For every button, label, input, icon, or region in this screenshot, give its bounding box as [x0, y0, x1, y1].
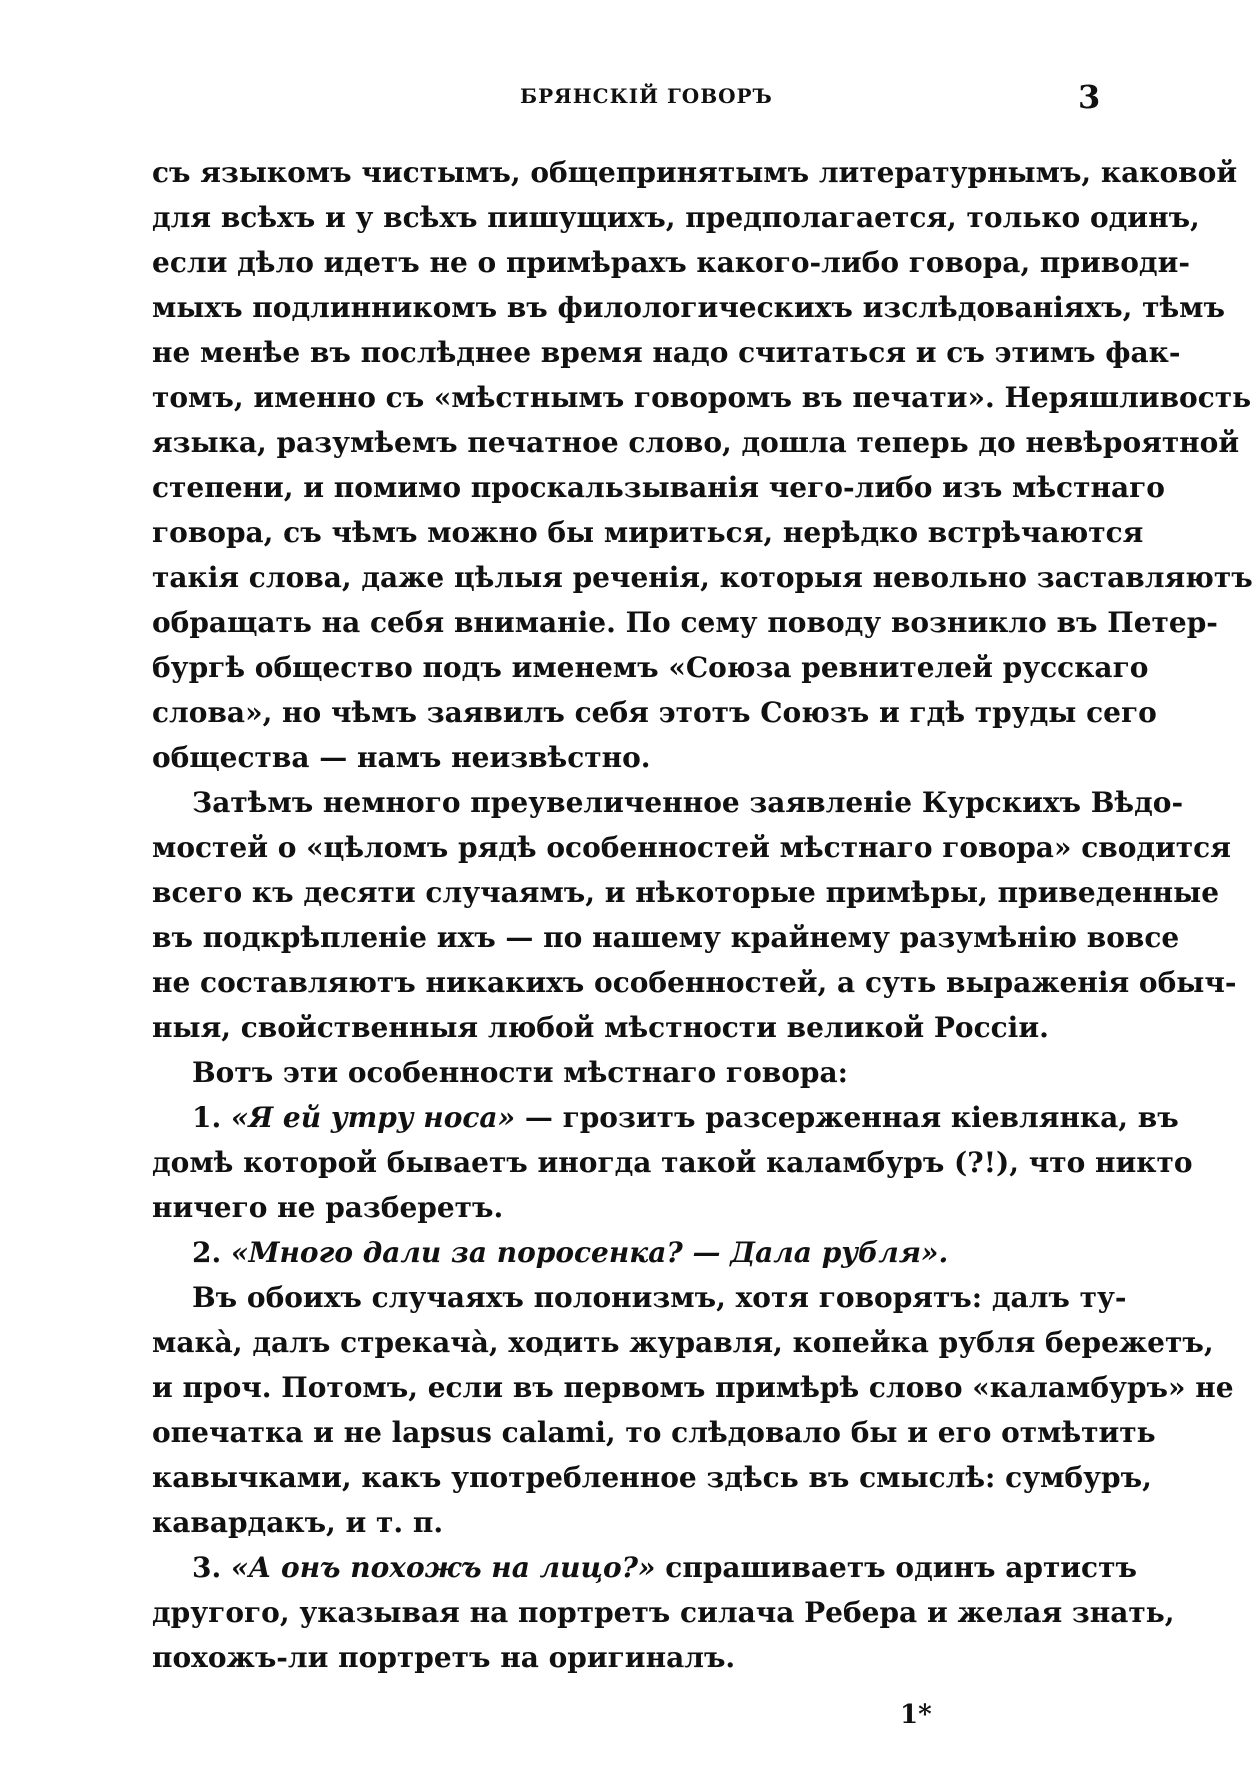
example-number: 3. [192, 1551, 231, 1584]
text-line: не менѣе въ послѣднее время надо считаться и съ этимъ фак- [152, 336, 1181, 369]
example-quote: «А онъ похожъ на лицо?» [230, 1551, 656, 1584]
body-text [152, 150, 1253, 1680]
text-line: всего къ десяти случаямъ, и нѣкоторые примѣры, приведенные [152, 876, 1220, 909]
text-line: такія слова, даже цѣлыя реченія, которыя невольно заставляютъ [152, 561, 1253, 594]
example-text: — грозитъ разсерженная кіевлянка, въ [515, 1101, 1179, 1134]
text-line: и проч. Потомъ, если въ первомъ примѣрѣ слово «каламбуръ» не [152, 1371, 1234, 1404]
text-line: обращать на себя вниманіе. По сему поводу возникло въ Петер- [152, 606, 1218, 639]
text-line: томъ, именно съ «мѣстнымъ говоромъ въ печати». Неряшливость [152, 381, 1252, 414]
example-quote: «Много дали за поросенка? — Дала рубля». [230, 1236, 949, 1269]
example-text: спрашиваетъ одинъ артистъ [655, 1551, 1137, 1584]
text-line: мостей о «цѣломъ рядѣ особенностей мѣстнаго говора» сводится [152, 831, 1231, 864]
example-number: 2. [192, 1236, 231, 1269]
signature-mark: 1* [900, 1700, 932, 1730]
text-line: бургѣ общество подъ именемъ «Союза ревнителей русскаго [152, 651, 1149, 684]
text-line: степени, и помимо проскальзыванія чего-либо изъ мѣстнаго [152, 471, 1165, 504]
text-line: кавардакъ, и т. п. [152, 1506, 444, 1539]
example-quote: «Я ей утру носа» [230, 1101, 516, 1134]
text-line: если дѣло идетъ не о примѣрахъ какого-либо говора, приводи- [152, 246, 1190, 279]
example-1-line [152, 1095, 1179, 1140]
text-line: Въ обоихъ случаяхъ полонизмъ, хотя говорятъ: далъ ту- [192, 1281, 1127, 1314]
text-line: Вотъ эти особенности мѣстнаго говора: [192, 1056, 848, 1089]
text-line: Затѣмъ немного преувеличенное заявленіе Курскихъ Вѣдо- [192, 786, 1184, 819]
text-line: въ подкрѣпленіе ихъ — по нашему крайнему разумѣнію вовсе [152, 921, 1180, 954]
running-head [0, 78, 1259, 118]
text-line: кавычками, какъ употребленное здѣсь въ смыслѣ: сумбуръ, [152, 1461, 1152, 1494]
text-line: домѣ которой бываетъ иногда такой каламбуръ (?!), что никто [152, 1146, 1193, 1179]
text-line: ныя, свойственныя любой мѣстности великой Россіи. [152, 1011, 1049, 1044]
example-2-line [152, 1230, 1112, 1275]
text-line: другого, указывая на портретъ силача Ребера и желая знать, [152, 1596, 1175, 1629]
example-3-line [152, 1545, 1137, 1590]
text-line: опечатка и не lapsus calami, то слѣдовало бы и его отмѣтить [152, 1416, 1156, 1449]
page-number: 3 [1078, 78, 1101, 116]
text-line: не составляютъ никакихъ особенностей, а суть выраженія обыч- [152, 966, 1237, 999]
text-line: съ языкомъ чистымъ, общепринятымъ литературнымъ, каковой [152, 156, 1238, 189]
text-line: для всѣхъ и у всѣхъ пишущихъ, предполагается, только одинъ, [152, 201, 1200, 234]
text-line: общества — намъ неизвѣстно. [152, 741, 651, 774]
text-line: похожъ-ли портретъ на оригиналъ. [152, 1641, 736, 1674]
text-line: слова», но чѣмъ заявилъ себя этотъ Союзъ и гдѣ труды сего [152, 696, 1157, 729]
text-line: ничего не разберетъ. [152, 1191, 504, 1224]
text-line: мака̀, далъ стрекача̀, ходить журавля, копейка рубля бережетъ, [152, 1326, 1214, 1359]
example-number: 1. [192, 1101, 231, 1134]
text-line: языка, разумѣемъ печатное слово, дошла теперь до невѣроятной [152, 426, 1240, 459]
text-line: говора, съ чѣмъ можно бы мириться, нерѣдко встрѣчаются [152, 516, 1144, 549]
text-line: мыхъ подлинникомъ въ филологическихъ изслѣдованіяхъ, тѣмъ [152, 291, 1225, 324]
running-title: БРЯНСКІЙ ГОВОРЪ [520, 84, 773, 108]
